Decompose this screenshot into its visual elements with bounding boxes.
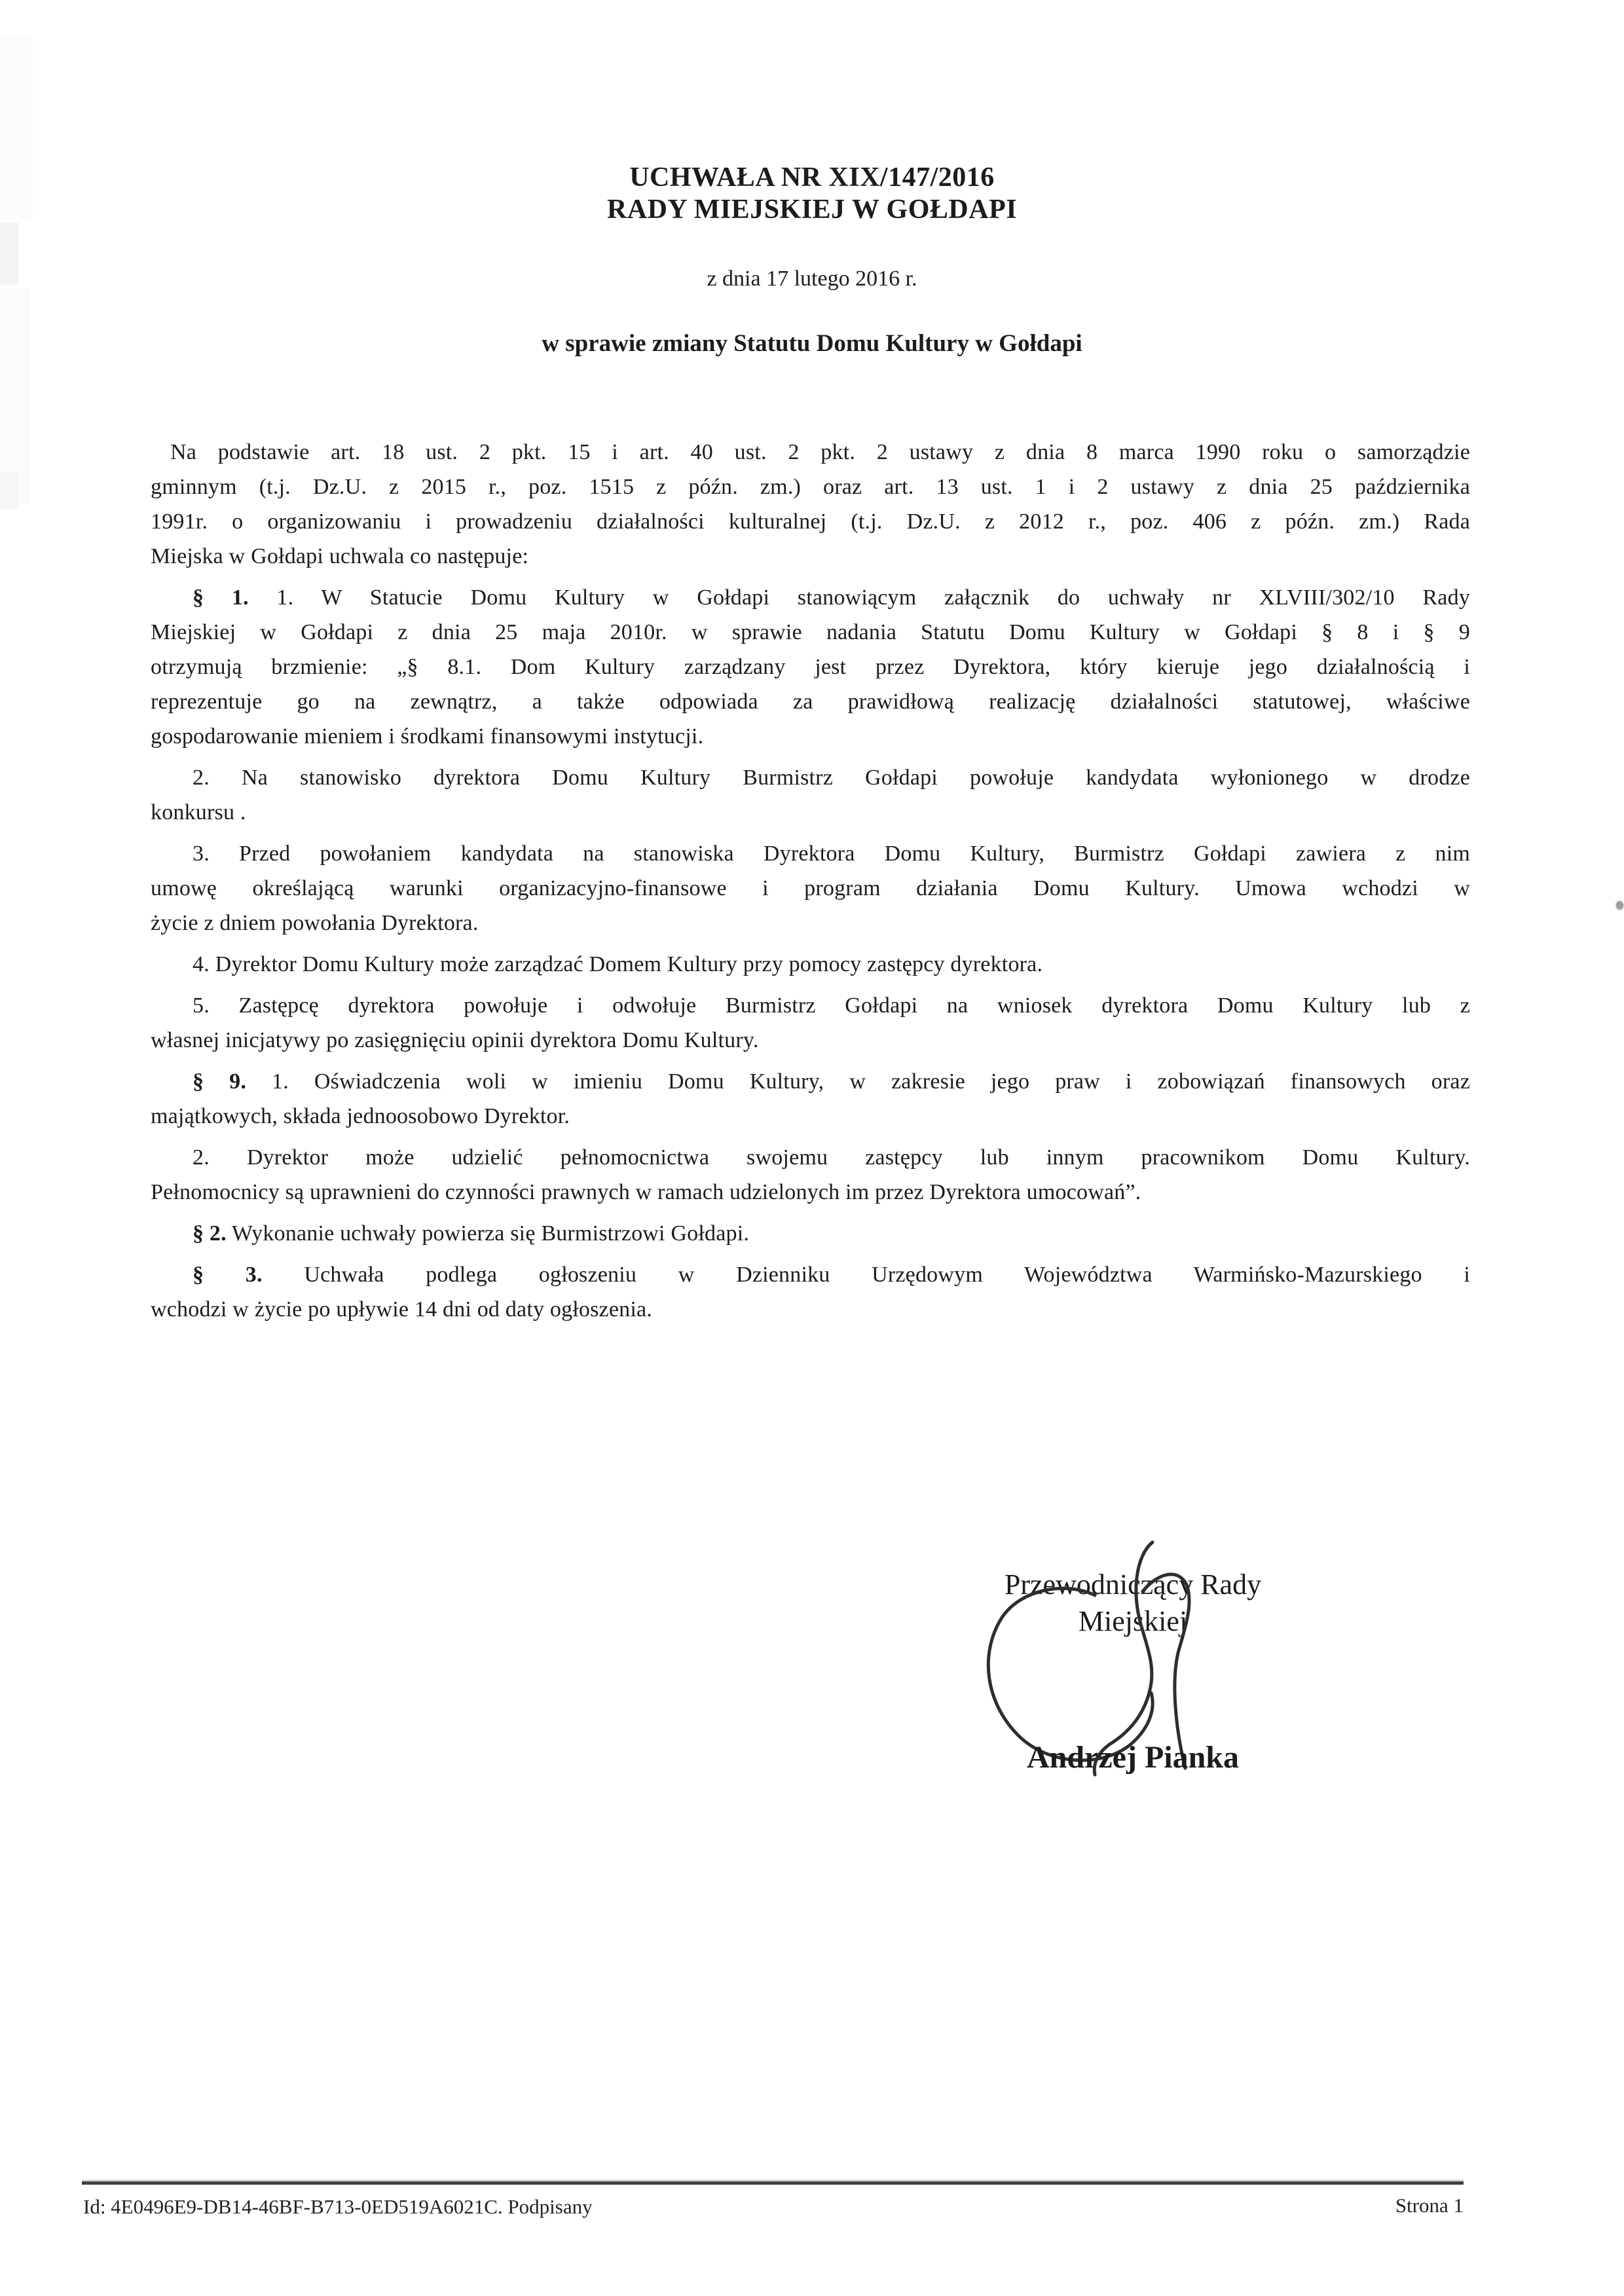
document-header (0, 162, 1624, 358)
text-line: 1991r. o organizowaniu i prowadzeniu działalności kulturalnej (t.j. Dz.U. z 2012 r., poz. 406 z późn. zm.) Rada (151, 509, 1470, 534)
text-line: własnej inicjatywy po zasięgnięciu opinii dyrektora Domu Kultury. (151, 1028, 759, 1052)
paragraph (151, 836, 1470, 940)
text-line: Miejska w Gołdapi uchwala co następuje: (151, 544, 529, 568)
body-paragraphs (151, 435, 1470, 1333)
council-name: RADY MIEJSKIEJ W GOŁDAPI (606, 194, 1018, 225)
text-line: konkursu . (151, 800, 246, 824)
text-line: 3. Przed powołaniem kandydata na stanowiska Dyrektora Domu Kultury, Burmistrz Gołdapi zawiera z nim (193, 842, 1470, 866)
text-line: 5. Zastępcę dyrektora powołuje i odwołuje Burmistrz Gołdapi na wniosek dyrektora Domu Kultury lub z (193, 993, 1470, 1018)
text-line: otrzymują brzmienie: „§ 8.1. Dom Kultury zarządzany jest przez Dyrektora, który kieruje jego działalnością i (151, 655, 1470, 679)
paragraph (151, 988, 1470, 1058)
paragraph (151, 1140, 1470, 1210)
paragraph (151, 435, 1470, 574)
text-line: Miejskiej w Gołdapi z dnia 25 maja 2010r. w sprawie nadania Statutu Domu Kultury w Gołdapi § 8 i § 9 (151, 620, 1470, 644)
text-line: życie z dniem powołania Dyrektora. (151, 911, 479, 935)
resolution-number: UCHWAŁA NR XIX/147/2016 (629, 162, 995, 193)
paragraph (151, 1216, 1470, 1251)
text-line: majątkowych, składa jednoosobowo Dyrektor. (151, 1104, 570, 1128)
scan-artifact (0, 473, 18, 509)
text-line: reprezentuje go na zewnątrz, a także odpowiada za prawidłową realizację działalności statutowej, właściwe (151, 690, 1470, 714)
paragraph (151, 947, 1470, 982)
footer-document-id: Id: 4E0496E9-DB14-46BF-B713-0ED519A6021C. Podpisany (83, 2195, 593, 2218)
text-line: 4. Dyrektor Domu Kultury może zarządzać Domem Kultury przy pomocy zastępcy dyrektora. (193, 952, 1043, 976)
paragraph (151, 760, 1470, 830)
signature-role-line2: Miejskiej (1078, 1605, 1188, 1637)
text-line: 2. Na stanowisko dyrektora Domu Kultury Burmistrz Gołdapi powołuje kandydata wyłonionego w drodze (193, 766, 1470, 790)
signature-role-line1: Przewodniczący Rady (1004, 1568, 1262, 1601)
text-line: gminnym (t.j. Dz.U. z 2015 r., poz. 1515 z późn. zm.) oraz art. 13 ust. 1 i 2 ustawy z dnia 25 października (151, 475, 1470, 499)
text-line: umowę określającą warunki organizacyjno-finansowe i program działania Domu Kultury. Umowa wchodzi w (151, 876, 1470, 900)
text-line: Na podstawie art. 18 ust. 2 pkt. 15 i art. 40 ust. 2 pkt. 2 ustawy z dnia 8 marca 1990 roku o samorządzie (170, 440, 1470, 464)
text-line: § 2. Wykonanie uchwały powierza się Burmistrzowi Gołdapi. (193, 1221, 750, 1246)
paragraph (151, 1257, 1470, 1327)
paragraph (151, 580, 1470, 754)
text-line: Pełnomocnicy są uprawnieni do czynności prawnych w ramach udzielonych im przez Dyrektora umocowań”. (151, 1180, 1141, 1204)
footer-page-number: Strona 1 (1395, 2194, 1464, 2217)
text-line: § 1. 1. W Statucie Domu Kultury w Gołdapi stanowiącym załącznik do uchwały nr XLVIII/302/10 Rady (193, 585, 1470, 610)
paragraph (151, 1064, 1470, 1134)
text-line: § 9. 1. Oświadczenia woli w imieniu Domu Kultury, w zakresie jego praw i zobowiązań finansowych oraz (193, 1069, 1470, 1094)
resolution-date: z dnia 17 lutego 2016 r. (707, 267, 917, 291)
text-line: 2. Dyrektor może udzielić pełnomocnictwa swojemu zastępcy lub innym pracownikom Domu Kultury. (193, 1145, 1470, 1170)
text-line: § 3. Uchwała podlega ogłoszeniu w Dzienniku Urzędowym Województwa Warmińsko-Mazurskiego i (193, 1263, 1470, 1287)
text-line: gospodarowanie mieniem i środkami finansowymi instytucji. (151, 724, 704, 749)
resolution-subject: w sprawie zmiany Statutu Domu Kultury w Gołdapi (542, 330, 1082, 357)
signature-name: Andrzej Pianka (1027, 1740, 1239, 1775)
scan-speck (1616, 901, 1623, 910)
footer-divider (82, 2181, 1464, 2185)
text-line: wchodzi w życie po upływie 14 dni od daty ogłoszenia. (151, 1297, 652, 1322)
